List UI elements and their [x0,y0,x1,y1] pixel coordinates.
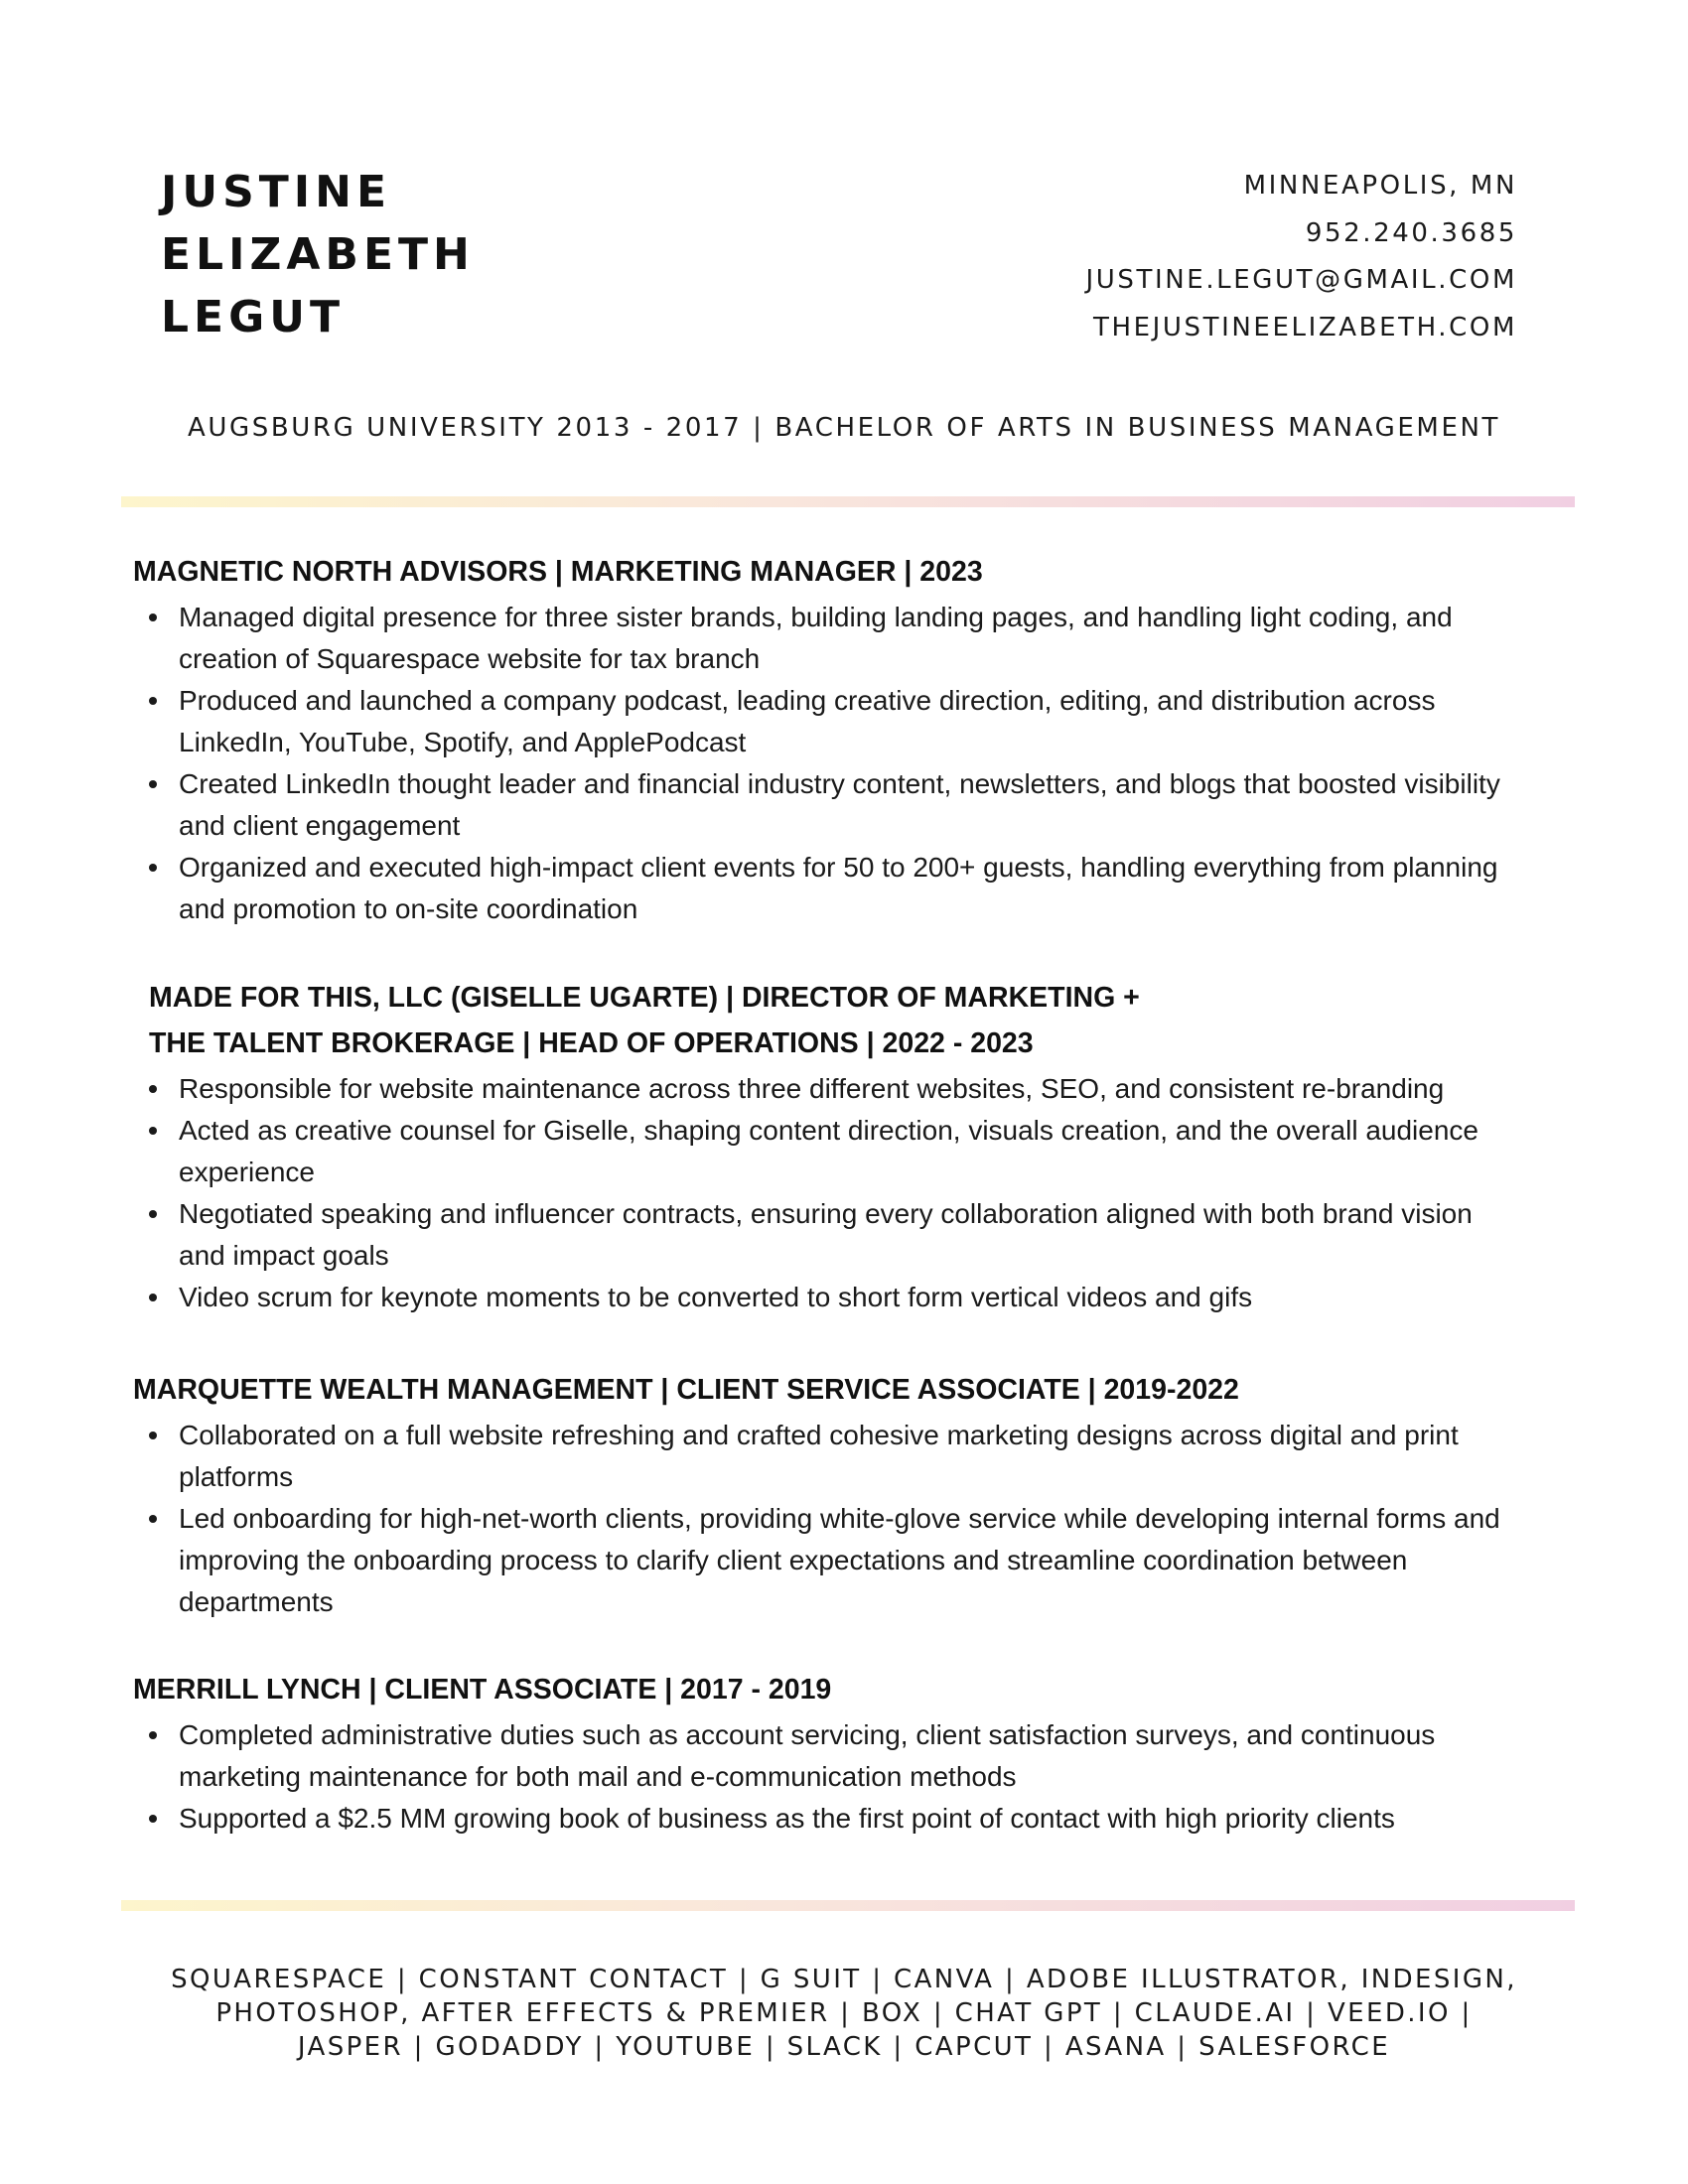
bullet-item: Led onboarding for high-net-worth clients, providing white-glove service while developing internal forms and improving the onboarding process to clarify client expectations and streamline coordination between departments [179,1498,1503,1623]
job-merrill-lynch [133,1667,1503,1840]
education-line: AUGSBURG UNIVERSITY 2013 - 2017 | BACHELOR OF ARTS IN BUSINESS MANAGEMENT [187,413,1501,443]
job-marquette [133,1367,1503,1623]
name-first: JUSTINE [161,167,392,217]
contact-phone: 952.240.3685 [1305,217,1517,248]
bullet-item: Completed administrative duties such as account servicing, client satisfaction surveys, and continuous marketing maintenance for both mail and e-communication methods [179,1714,1503,1798]
section-divider-top [121,496,1575,507]
section-divider-bottom [121,1900,1575,1911]
bullet-item: Produced and launched a company podcast, leading creative direction, editing, and distribution across LinkedIn, YouTube, Spotify, and ApplePodcast [179,680,1503,763]
contact-location: MINNEAPOLIS, MN [1243,171,1517,201]
bullet-item: Video scrum for keynote moments to be converted to short form vertical videos and gifs [179,1277,1503,1318]
bullet-item: Negotiated speaking and influencer contracts, ensuring every collaboration aligned with both brand vision and impact goals [179,1193,1503,1277]
job-bullets [133,1714,1503,1840]
bullet-item: Created LinkedIn thought leader and financial industry content, newsletters, and blogs that boosted visibility and client engagement [179,763,1503,847]
name-middle: ELIZABETH [161,229,475,280]
job-bullets [133,1415,1503,1623]
bullet-item: Organized and executed high-impact client events for 50 to 200+ guests, handling everything from planning and promotion to on-site coordination [179,847,1503,930]
contact-block [1085,163,1517,351]
job-bullets [133,597,1503,930]
bullet-item: Responsible for website maintenance across three different websites, SEO, and consistent re-branding [179,1068,1503,1110]
bullet-item: Supported a $2.5 MM growing book of business as the first point of contact with high priority clients [179,1798,1503,1840]
job-title: MARQUETTE WEALTH MANAGEMENT | CLIENT SERVICE ASSOCIATE | 2019-2022 [133,1374,1239,1406]
job-title-line-1: MADE FOR THIS, LLC (GISELLE UGARTE) | DIRECTOR OF MARKETING + [149,982,1140,1014]
job-made-for-this [133,975,1503,1318]
contact-email: JUSTINE.LEGUT@GMAIL.COM [1085,265,1517,295]
job-bullets [133,1068,1503,1318]
job-title-line-2: THE TALENT BROKERAGE | HEAD OF OPERATIONS | 2022 - 2023 [149,1027,1034,1059]
bullet-item: Collaborated on a full website refreshing and crafted cohesive marketing designs across digital and print platforms [179,1415,1503,1498]
contact-website: THEJUSTINEELIZABETH.COM [1092,312,1517,342]
name-block [161,161,475,348]
job-title: MAGNETIC NORTH ADVISORS | MARKETING MANAGER | 2023 [133,556,983,588]
skills-block [0,1963,1688,2064]
bullet-item: Managed digital presence for three sister brands, building landing pages, and handling light coding, and creation of Squarespace website for tax branch [179,597,1503,680]
name-last: LEGUT [161,292,345,342]
skills-line-3: JASPER | GODADDY | YOUTUBE | SLACK | CAPCUT | ASANA | SALESFORCE [297,2032,1391,2062]
skills-line-2: PHOTOSHOP, AFTER EFFECTS & PREMIER | BOX | CHAT GPT | CLAUDE.AI | VEED.IO | [215,1998,1473,2028]
job-title: MERRILL LYNCH | CLIENT ASSOCIATE | 2017 - 2019 [133,1674,832,1706]
job-magnetic-north [133,549,1503,930]
skills-line-1: SQUARESPACE | CONSTANT CONTACT | G SUIT | CANVA | ADOBE ILLUSTRATOR, INDESIGN, [171,1965,1517,1994]
bullet-item: Acted as creative counsel for Giselle, shaping content direction, visuals creation, and the overall audience experience [179,1110,1503,1193]
